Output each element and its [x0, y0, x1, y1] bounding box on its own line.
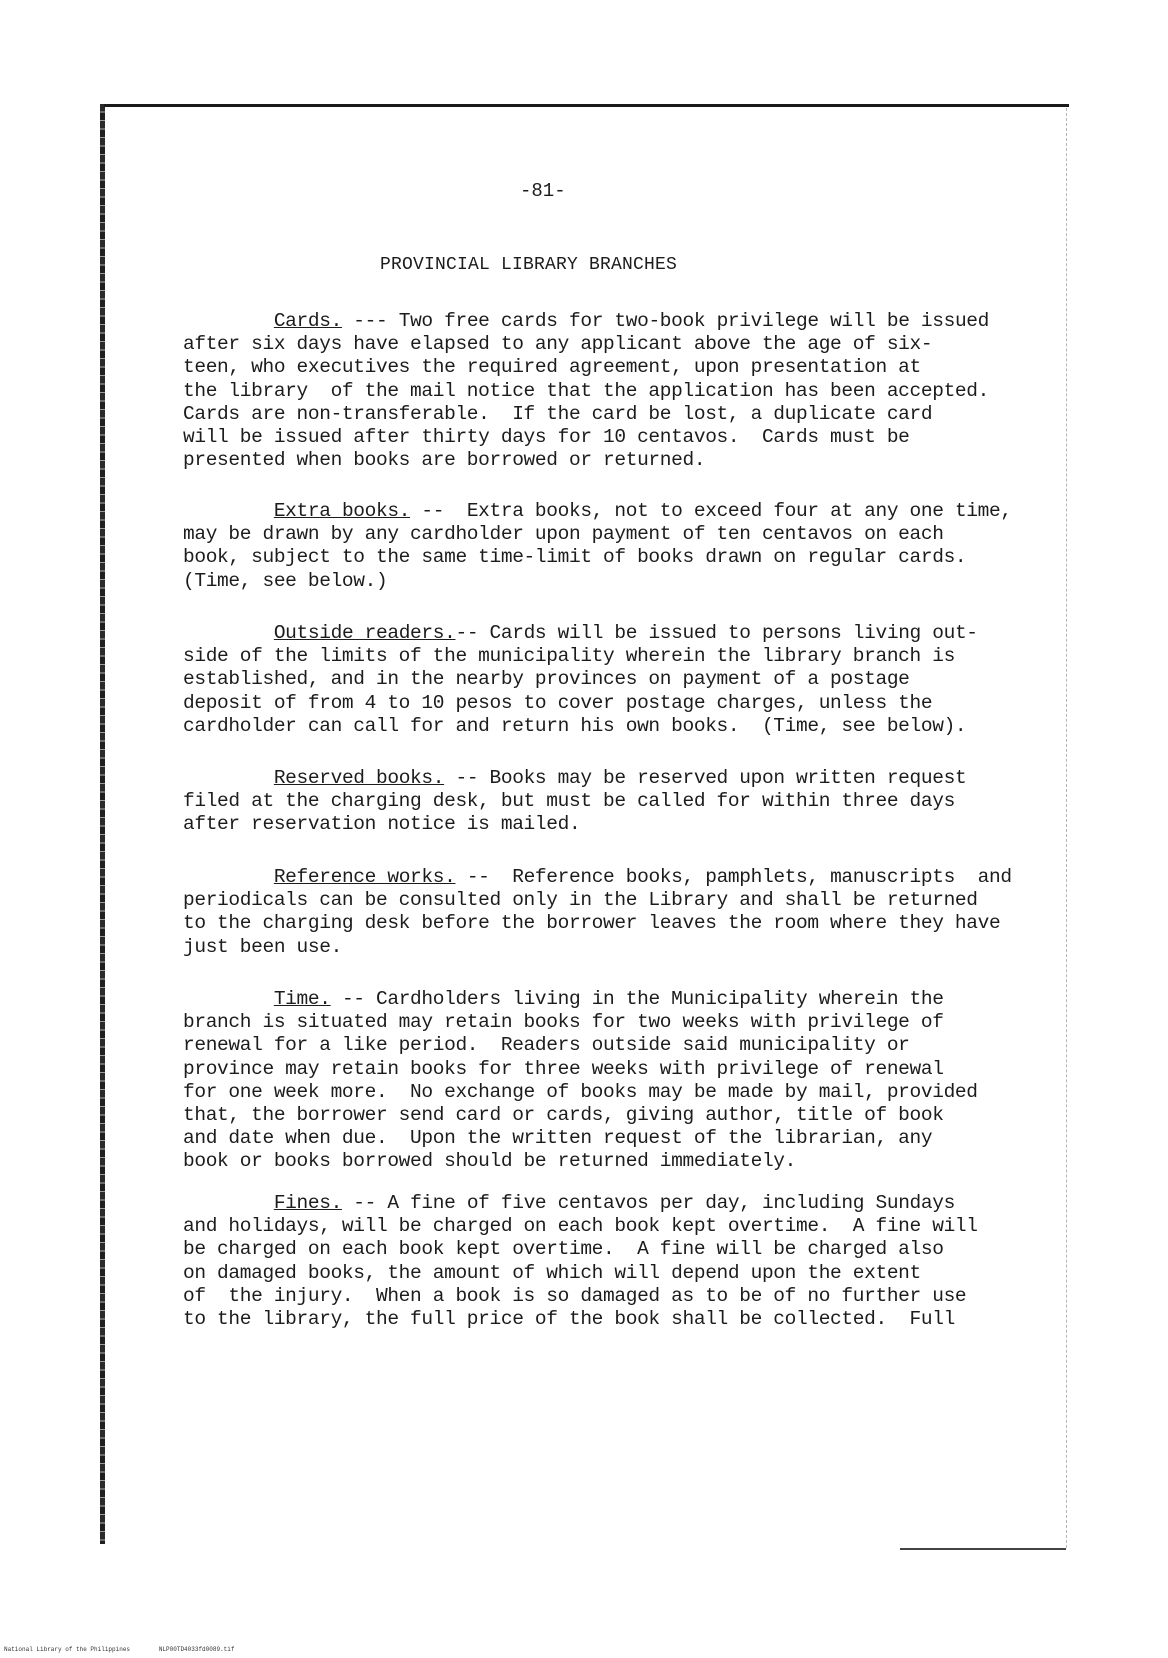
section-line: of the injury. When a book is so damaged as to be of no further use	[183, 1284, 967, 1307]
section-line: -- A fine of five centavos per day, including Sundays	[341, 1192, 955, 1214]
section-line: that, the borrower send card or cards, giving author, title of book	[183, 1104, 944, 1127]
section-line: filed at the charging desk, but must be called for within three days	[183, 790, 955, 813]
section-line: and date when due. Upon the written request of the librarian, any	[183, 1127, 933, 1150]
section-line: after six days have elapsed to any applicant above the age of six-	[183, 333, 933, 356]
section-line: to the library, the full price of the book shall be collected. Full	[183, 1308, 955, 1331]
section-indent	[183, 988, 274, 1010]
section-line: (Time, see below.)	[183, 569, 388, 592]
top-border	[104, 104, 1069, 107]
section-line: book, subject to the same time-limit of books drawn on regular cards.	[183, 546, 967, 569]
section-line: teen, who executives the required agreement, upon presentation at	[183, 356, 921, 379]
section-line: -- Extra books, not to exceed four at any one time,	[410, 500, 1012, 522]
section-heading: Reference works.	[273, 866, 456, 888]
section-indent	[183, 767, 274, 789]
section-line: side of the limits of the municipality wherein the library branch is	[183, 645, 955, 668]
section-line: on damaged books, the amount of which will depend upon the extent	[183, 1261, 921, 1284]
section-line: -- Books may be reserved upon written request	[444, 767, 967, 789]
right-border	[1066, 108, 1067, 1548]
section-line: for one week more. No exchange of books may be made by mail, provided	[183, 1080, 978, 1103]
section-heading: Extra books.	[273, 500, 411, 522]
page-number: -81-	[520, 180, 566, 202]
section-line: -- Reference books, pamphlets, manuscripts and	[455, 866, 1012, 888]
section-outside-readers	[183, 622, 1043, 738]
section-line: after reservation notice is mailed.	[183, 813, 581, 836]
section-line: cardholder can call for and return his own books. (Time, see below).	[183, 714, 967, 737]
section-line: established, and in the nearby provinces on payment of a postage	[183, 668, 910, 691]
footer-institution: National Library of the Philippines	[4, 1646, 131, 1653]
footer	[4, 1646, 234, 1653]
section-line: branch is situated may retain books for two weeks with privilege of	[183, 1011, 944, 1034]
section-extra-books	[183, 500, 1043, 593]
section-line: just been use.	[183, 935, 342, 958]
section-line: --- Two free cards for two-book privilege will be issued	[341, 310, 990, 332]
section-cards	[183, 310, 1043, 472]
section-fines	[183, 1192, 1043, 1331]
section-line: province may retain books for three weeks with privilege of renewal	[183, 1057, 944, 1080]
section-line: periodicals can be consulted only in the Library and shall be returned	[183, 889, 978, 912]
section-line: and holidays, will be charged on each book kept overtime. A fine will	[183, 1215, 978, 1238]
section-line: will be issued after thirty days for 10 centavos. Cards must be	[183, 426, 910, 449]
section-line: Cards are non-transferable. If the card be lost, a duplicate card	[183, 402, 933, 425]
section-line: be charged on each book kept overtime. A fine will be charged also	[183, 1238, 944, 1261]
section-indent	[183, 866, 274, 888]
section-indent	[183, 500, 274, 522]
section-heading: Cards.	[273, 310, 342, 332]
section-reference-works	[183, 866, 1043, 959]
section-line: to the charging desk before the borrower leaves the room where they have	[183, 912, 1001, 935]
footer-file-id: NLP00TD4033fd0089.tif	[158, 1646, 235, 1653]
page-title: PROVINCIAL LIBRARY BRANCHES	[380, 255, 678, 275]
section-line: -- Cardholders living in the Municipality wherein the	[330, 988, 944, 1010]
section-line: -- Cards will be issued to persons living out-	[455, 622, 978, 644]
section-line: renewal for a like period. Readers outside said municipality or	[183, 1034, 910, 1057]
bottom-border	[900, 1548, 1066, 1550]
section-line: presented when books are borrowed or returned.	[183, 449, 706, 472]
section-line: deposit of from 4 to 10 pesos to cover postage charges, unless the	[183, 691, 933, 714]
section-heading: Fines.	[273, 1192, 342, 1214]
section-time	[183, 988, 1043, 1174]
section-heading: Outside readers.	[273, 622, 456, 644]
section-heading: Time.	[273, 988, 331, 1010]
section-line: may be drawn by any cardholder upon payment of ten centavos on each	[183, 523, 944, 546]
section-indent	[183, 622, 274, 644]
section-reserved-books	[183, 767, 1043, 837]
section-indent	[183, 1192, 274, 1214]
scan-edge	[100, 104, 105, 1544]
section-line: book or books borrowed should be returned immediately.	[183, 1150, 797, 1173]
section-heading: Reserved books.	[273, 767, 445, 789]
section-line: the library of the mail notice that the application has been accepted.	[183, 379, 989, 402]
section-heading	[183, 310, 274, 332]
